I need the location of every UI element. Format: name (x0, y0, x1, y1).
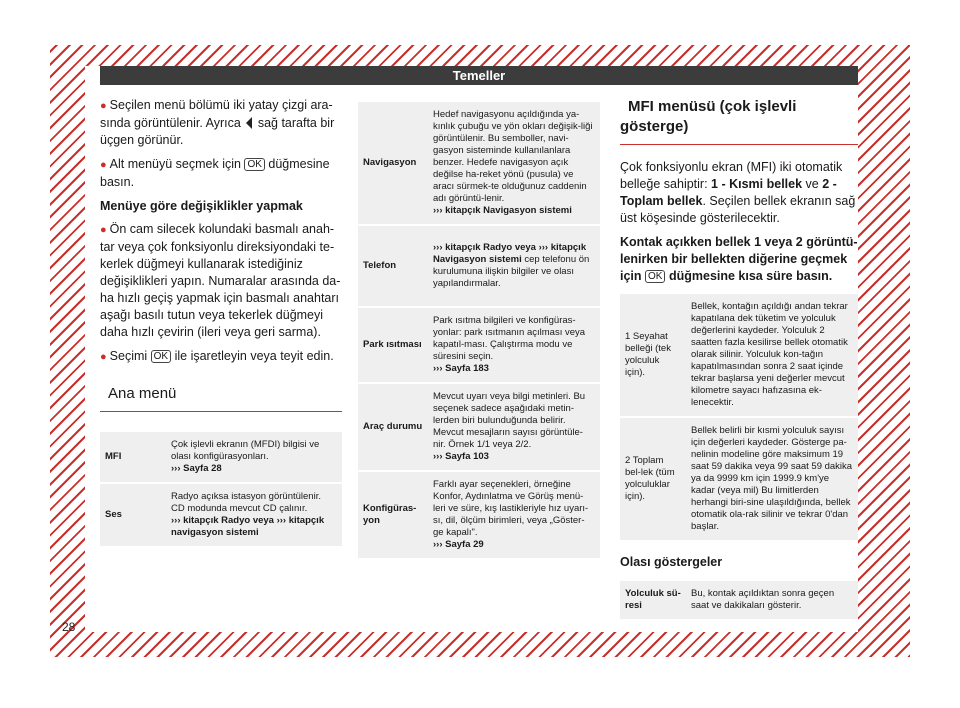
table-label: Ses (100, 484, 166, 546)
cell-text: Farklı ayar seçenekleri, örneğine Konfor, Aydınlatma ve Görüş menü-leri ve süre, kış lastikleriyle hız uyarı-sı, dil, ölçüm birimleri, veya „Göster-ge kapalı". (433, 479, 589, 538)
ok-key-icon: OK (645, 270, 665, 283)
triangle-left-icon (246, 117, 252, 129)
table-row (358, 308, 600, 382)
text: Kontak açıkken bellek 1 veya 2 görüntü-lenirken bir bellekten diğerine geçmek için (620, 235, 858, 283)
text: düğmesine kısa süre basın. (668, 269, 833, 283)
table-cell: Bellek, kontağın açıldığı andan tekrar kapatılana dek tüketim ve yolculuk değerlerini kaydeder. Yolculuk 2 saatten fazla kesilirse bellek otomatik olarak silinir. Yolculuk kon-tağın kapatılmasından sonra 2 saat içinde tekrar başlarsa yeni değerler mevcut kilometre sayacı hafızasına ek-lenecektir. (686, 294, 858, 416)
cross-reference: ››› Sayfa 28 (171, 463, 222, 474)
ok-key-icon: OK (244, 158, 264, 171)
table-cell (428, 226, 600, 306)
subheading: Olası göstergeler (620, 555, 723, 569)
text: ve (802, 177, 823, 191)
column-left (100, 97, 342, 548)
bullet-icon: ● (100, 351, 107, 363)
table-label: 2 Toplam bel-lek (tüm yolculuklar için). (620, 418, 686, 540)
page-number: 28 (62, 620, 76, 634)
bullet-item (100, 156, 342, 191)
section-title (620, 97, 858, 145)
bullet-item (100, 348, 342, 366)
indicators-table (620, 579, 858, 621)
bullet-icon: ● (100, 224, 107, 236)
bullet-text: Ön cam silecek kolundaki basmalı anah-tar veya çok fonksiyonlu direksiyondaki te-kerlek düğmeyi kullanarak istediğiniz değişiklikleri yapın. Numaralar arasında da-ha hızlı geçiş yapmak için basmalı anahtarı aşağı basılı tutun veya tekerlek düğmeyi daha hızlı çevirin (ileri veya geri sarma). (100, 222, 341, 339)
table-cell: Bellek belirli bir kısmi yolculuk sayısı için değerleri kaydeder. Gösterge pa-nelinin modeline göre maksimum 19 saat 59 dakika veya 99 saat 59 dakika ya da 9999 km için 1999.9 km'ye kadar (veya mil) Bu limitlerden herhangi biri-sine ulaşıldığında, bellek otomatik ola-rak silinir ve tekrar 0'dan başlar. (686, 418, 858, 540)
memory-table (620, 292, 858, 542)
table-row (358, 384, 600, 470)
section-title (100, 384, 342, 412)
cross-reference: ››› kitapçık Radyo veya ››› kitapçık navigasyon sistemi (171, 515, 325, 538)
table-label: Navigasyon (358, 102, 428, 224)
cell-text: Çok işlevli ekranın (MFDI) bilgisi ve olası konfigürasyonları. (171, 439, 320, 462)
instruction-paragraph (620, 234, 858, 285)
table-label: Park ısıtması (358, 308, 428, 382)
bullet-icon: ● (100, 159, 107, 171)
bullet-text: ile işaretleyin veya teyit edin. (174, 349, 334, 363)
bullet-text: düğmesine basın. (100, 157, 330, 189)
table-label: MFI (100, 432, 166, 482)
section-title-text: Ana menü (108, 385, 177, 402)
text-bold: 2 - Toplam bellek (620, 177, 837, 208)
table-cell (166, 432, 342, 482)
table-row (358, 102, 600, 224)
table-label: Yolculuk sü-resi (620, 581, 686, 619)
cell-text: cep telefonu ön kurulumuna ilişkin bilgiler ve olası yapılandırmalar. (433, 254, 590, 289)
intro-paragraph (620, 159, 858, 227)
cross-reference: ››› Sayfa 183 (433, 363, 489, 374)
table-cell (428, 472, 600, 558)
table-row (100, 484, 342, 546)
column-middle (358, 100, 600, 560)
table-row (358, 472, 600, 558)
table-cell (428, 308, 600, 382)
table-cell (166, 484, 342, 546)
text: Çok fonksiyonlu ekran (MFI) iki otomatik belleğe sahiptir: (620, 160, 843, 191)
table-label: Konfigüras-yon (358, 472, 428, 558)
bullet-icon: ● (100, 100, 107, 112)
section-rule (620, 144, 858, 145)
page-header: Temeller (100, 66, 858, 85)
table-row (358, 226, 600, 306)
bullet-text: Alt menüyü seçmek için (109, 157, 241, 171)
cross-reference: ››› kitapçık Navigasyon sistemi (433, 205, 572, 216)
table-row (620, 294, 858, 416)
bullet-item (100, 221, 342, 341)
table-row (100, 432, 342, 482)
section-rule (100, 411, 342, 412)
text: . Seçilen bellek ekranın sağ üst köşesinde gösterilecektir. (620, 194, 856, 225)
cell-text: Hedef navigasyonu açıldığında ya-kınlık çubuğu ve yön okları değişik-liği görüntülenir. Bu semboller, navi-gasyon sisteminde kullanılanlara benzer. Hedefe navigasyon açık değilse ha-reket yönü (pusula) ve aracı sürmek-te olduğunuz caddenin adı görüntü-lenir. (433, 109, 593, 204)
bullet-item (100, 97, 342, 149)
table-cell: Bu, kontak açıldıktan sonra geçen saat ve dakikaları gösterir. (686, 581, 858, 619)
bullet-text: Seçimi (109, 349, 148, 363)
subheading: Menüye göre değişiklikler yapmak (100, 199, 303, 213)
cell-text: Radyo açıksa istasyon görüntülenir. CD modunda mevcut CD çalınır. (171, 491, 321, 514)
cross-reference: ››› Sayfa 29 (433, 539, 484, 550)
table-row (620, 581, 858, 619)
text-bold: 1 - Kısmi bellek (711, 177, 803, 191)
cross-reference: ››› Sayfa 103 (433, 451, 489, 462)
ok-key-icon: OK (151, 350, 171, 363)
section-title-text: MFI menüsü (çok işlevli gösterge) (620, 98, 797, 135)
table-label: 1 Seyahat belleği (tek yolculuk için). (620, 294, 686, 416)
bullet-text: sağ tarafta bir üçgen görünür. (100, 116, 335, 147)
main-menu-table (100, 430, 342, 548)
table-row (620, 418, 858, 540)
table-label: Araç durumu (358, 384, 428, 470)
main-menu-table-continued (358, 100, 600, 560)
cell-text: Mevcut uyarı veya bilgi metinleri. Bu seçenek sadece aşağıdaki metin-lerden biri bulunduğunda belirir. Mevcut mesajların sayısı görüntüle-nir. Örnek 1/1 veya 2/2. (433, 391, 586, 450)
column-right (620, 97, 858, 621)
table-cell (428, 384, 600, 470)
table-cell (428, 102, 600, 224)
cell-text: Park ısıtma bilgileri ve konfigüras-yonlar: park ısıtmanın açılması veya kapatıl-ması. Çalıştırma modu ve süresini seçin. (433, 315, 586, 362)
table-label: Telefon (358, 226, 428, 306)
bullet-text: Seçilen menü bölümü iki yatay çizgi ara-sında görüntülenir. Ayrıca (100, 98, 333, 130)
cross-reference: ››› kitapçık Radyo veya ››› kitapçık Navigasyon sistemi (433, 242, 587, 265)
